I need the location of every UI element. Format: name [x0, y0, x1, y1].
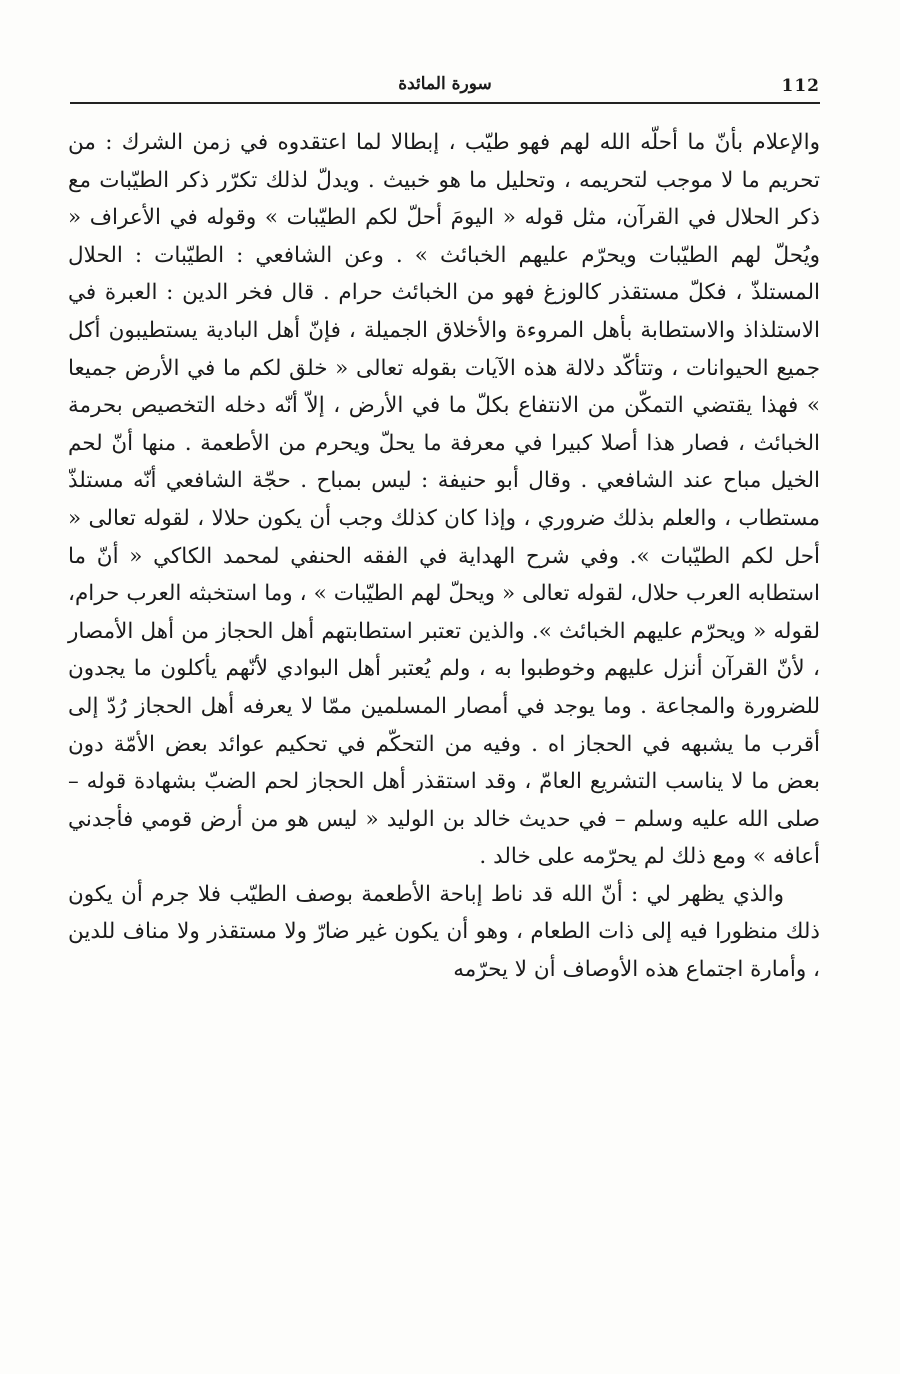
- header-rule: [70, 102, 820, 104]
- page-number: 112: [781, 76, 820, 96]
- page-header: [70, 70, 820, 100]
- body-text: [68, 124, 820, 989]
- paragraph-1: والإعلام بأنّ ما أحلّه الله لهم فهو طيّب ، إبطالا لما اعتقدوه في زمن الشرك : من تحريم ما لا موجب لتحريمه ، وتحليل ما هو خبيث . ويدلّ لذلك تكرّر ذكر الطيّبات مع ذكر الحلال في القرآن، مثل قوله « اليومَ أحلّ لكم الطيّبات » وقوله في الأعراف « ويُحلّ لهم الطيّبات ويحرّم عليهم الخبائث » . وعن الشافعي : الطيّبات : الحلال المستلذّ ، فكلّ مستقذر كالوزغ فهو من الخبائث حرام . قال فخر الدين : العبرة في الاستلذاذ والاستطابة بأهل المروءة والأخلاق الجميلة ، فإنّ أهل البادية يستطيبون أكل جميع الحيوانات ، وتتأكّد دلالة هذه الآيات بقوله تعالى « خلق لكم ما في الأرض جميعا » فهذا يقتضي التمكّن من الانتفاع بكلّ ما في الأرض ، إلاّ أنّه دخله التخصيص بحرمة الخبائث ، فصار هذا أصلا كبيرا في معرفة ما يحلّ ويحرم من الأطعمة . منها أنّ لحم الخيل مباح عند الشافعي . وقال أبو حنيفة : ليس بمباح . حجّة الشافعي أنّه مستلذّ مستطاب ، والعلم بذلك ضروري ، وإذا كان كذلك وجب أن يكون حلالا ، لقوله تعالى « أحل لكم الطيّبات ». وفي شرح الهداية في الفقه الحنفي لمحمد الكاكي « أنّ ما استطابه العرب حلال، لقوله تعالى « ويحلّ لهم الطيّبات » ، وما استخبثه العرب حرام، لقوله « ويحرّم عليهم الخبائث ». والذين تعتبر استطابتهم أهل الحجاز من أهل الأمصار ، لأنّ القرآن أنزل عليهم وخوطبوا به ، ولم يُعتبر أهل البوادي لأنّهم يأكلون ما يجدون للضرورة والمجاعة . وما يوجد في أمصار المسلمين ممّا لا يعرفه أهل الحجاز رُدّ إلى أقرب ما يشبهه في الحجاز اه . وفيه من التحكّم في تحكيم عوائد بعض الأمّة دون بعض ما لا يناسب التشريع العامّ ، وقد استقذر أهل الحجاز لحم الضبّ بشهادة قوله – صلى الله عليه وسلم – في حديث خالد بن الوليد « ليس هو من أرض قومي فأجدني أعافه » ومع ذلك لم يحرّمه على خالد .: [68, 130, 820, 870]
- running-title: سورة المائدة: [398, 74, 492, 94]
- paragraph-2: والذي يظهر لي : أنّ الله قد ناط إباحة الأطعمة بوصف الطيّب فلا جرم أن يكون ذلك منظورا فيه إلى ذات الطعام ، وهو أن يكون غير ضارّ ولا مستقذر ولا مناف للدين ، وأمارة اجتماع هذه الأوصاف أن لا يحرّمه: [68, 881, 820, 983]
